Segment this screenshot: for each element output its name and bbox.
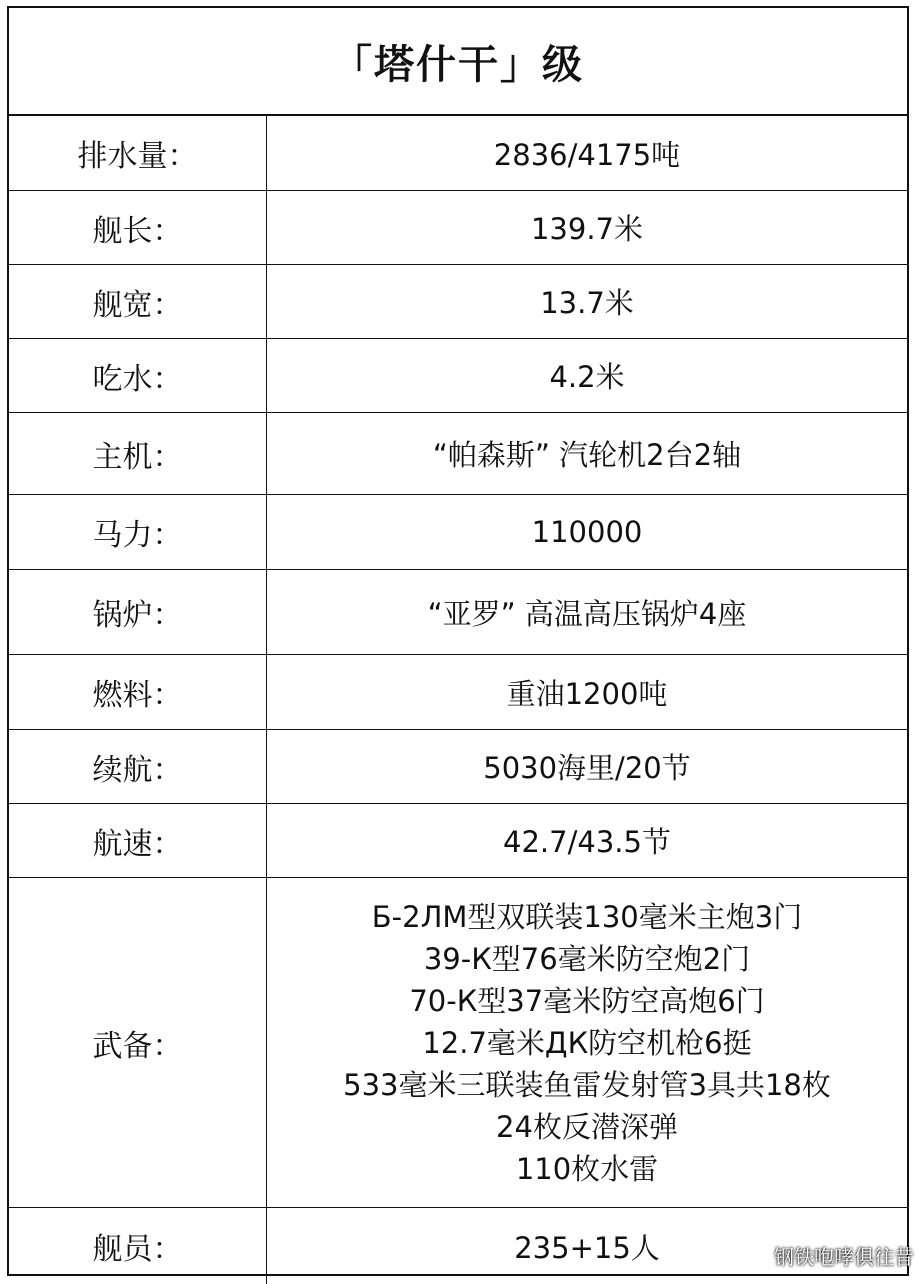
row-value: 13.7米 [540, 286, 634, 320]
armament-item: 24枚反潜深弹 [496, 1109, 678, 1144]
table-row [9, 339, 907, 413]
table-row [9, 265, 907, 339]
table-row [9, 495, 907, 570]
row-value: 5030海里/20节 [483, 751, 691, 785]
table-row [9, 804, 907, 878]
row-value: 110000 [531, 515, 643, 549]
row-label: 续航： [9, 730, 267, 803]
row-label: 马力： [9, 495, 267, 569]
row-label: 舰员： [9, 1208, 267, 1284]
row-label: 舰长： [9, 191, 267, 264]
table-row [9, 730, 907, 804]
armament-item: 39-К型76毫米防空炮2门 [423, 941, 751, 976]
table-row [9, 116, 907, 191]
row-value: 139.7米 [530, 212, 644, 246]
row-label: 舰宽： [9, 265, 267, 338]
armament-item: 12.7毫米ДК防空机枪6挺 [422, 1025, 752, 1060]
table-row [9, 413, 907, 495]
row-label: 吃水： [9, 339, 267, 412]
row-value: 42.7/43.5节 [503, 825, 671, 859]
row-value: 重油1200吨 [506, 676, 668, 711]
armament-list [267, 878, 907, 1207]
table-title: 「塔什干」级 [9, 8, 907, 116]
table-row-armament [9, 878, 907, 1208]
row-value: “帕森斯” 汽轮机2台2轴 [432, 438, 742, 472]
row-label: 主机： [9, 413, 267, 494]
row-value: 235+15人 [514, 1230, 660, 1265]
row-value: 4.2米 [549, 360, 625, 394]
row-label: 武备： [9, 878, 267, 1207]
row-value: 2836/4175吨 [493, 137, 681, 172]
row-label: 锅炉： [9, 570, 267, 654]
row-label: 航速： [9, 804, 267, 877]
table-row [9, 655, 907, 730]
row-label: 排水量： [9, 116, 267, 190]
row-value: “亚罗” 高温高压锅炉4座 [427, 596, 747, 631]
armament-item: 70-К型37毫米防空高炮6门 [409, 983, 765, 1018]
armament-item: 110枚水雷 [515, 1151, 659, 1186]
armament-item: Б-2ЛМ型双联装130毫米主炮3门 [371, 899, 803, 934]
armament-item: 533毫米三联装鱼雷发射管3具共18枚 [343, 1067, 831, 1102]
watermark-text: 钢铁咆哮俱往昔 [774, 1245, 914, 1269]
spec-table [7, 6, 909, 1276]
table-row [9, 191, 907, 265]
table-row [9, 1208, 907, 1284]
row-label: 燃料： [9, 655, 267, 729]
table-row [9, 570, 907, 655]
